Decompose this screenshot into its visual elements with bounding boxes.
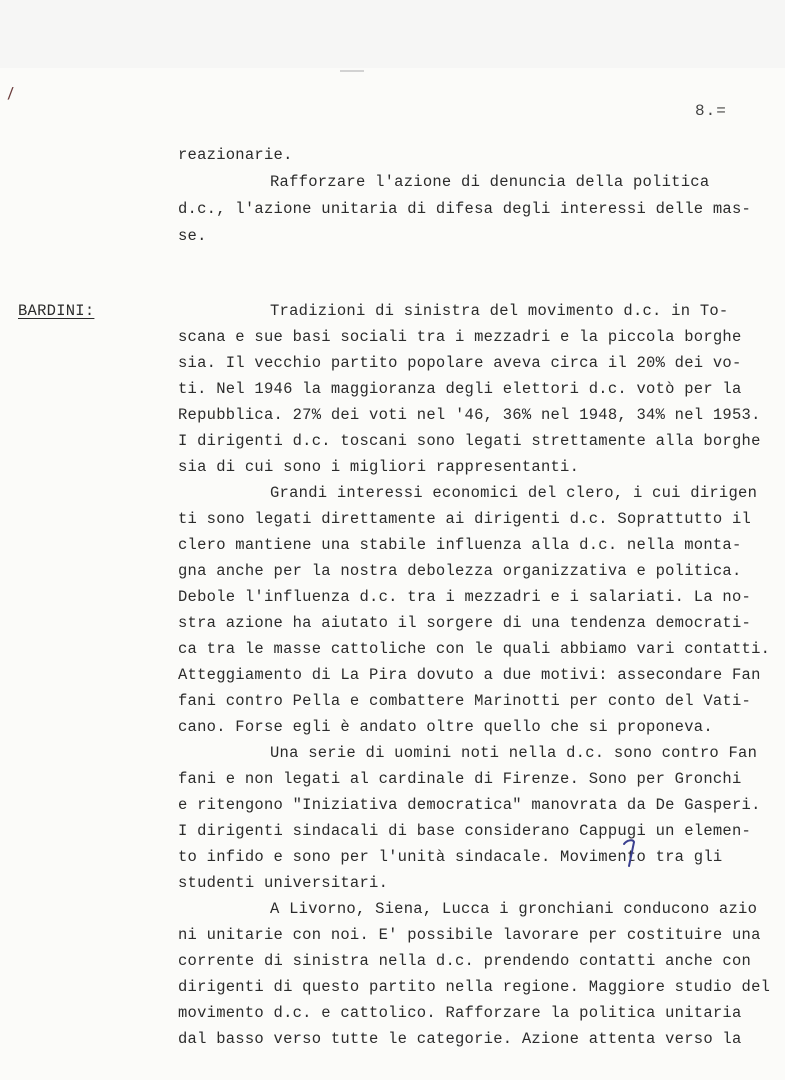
text-line-17: stra azione ha aiutato il sorgere di una tendenza democrati- — [178, 614, 752, 632]
text-line-28: A Livorno, Siena, Lucca i gronchiani conducono azio — [270, 900, 758, 918]
text-line-15: gna anche per la nostra debolezza organizzativa e politica. — [178, 562, 742, 580]
scan-smudge — [340, 70, 364, 72]
text-line-29: ni unitarie con noi. E' possibile lavorare per costituire una — [178, 926, 761, 944]
page-number: 8.= — [695, 102, 727, 120]
text-line-26: to infido e sono per l'unità sindacale. Movimento tra gli — [178, 848, 723, 866]
text-line-23: fani e non legati al cardinale di Firenze. Sono per Gronchi — [178, 770, 742, 788]
text-line-1: reazionarie. — [178, 146, 293, 164]
text-line-2: Rafforzare l'azione di denuncia della politica — [270, 173, 710, 191]
text-line-3: d.c., l'azione unitaria di difesa degli interessi delle mas- — [178, 200, 752, 218]
text-line-16: Debole l'influenza d.c. tra i mezzadri e i salariati. La no- — [178, 588, 752, 606]
text-line-9: Repubblica. 27% dei voti nel '46, 36% nel 1948, 34% nel 1953. — [178, 406, 761, 424]
speaker-name: BARDINI: — [18, 302, 95, 320]
text-line-13: ti sono legati direttamente ai dirigenti d.c. Soprattutto il — [178, 510, 752, 528]
text-line-4: se. — [178, 227, 207, 245]
corner-pencil-mark: / — [4, 85, 17, 105]
text-line-14: clero mantiene una stabile influenza alla d.c. nella monta- — [178, 536, 742, 554]
text-line-31: dirigenti di questo partito nella regione. Maggiore studio del — [178, 978, 771, 996]
text-line-18: ca tra le masse cattoliche con le quali abbiamo vari contatti. — [178, 640, 771, 658]
text-line-20: fani contro Pella e combattere Marinotti per conto del Vati- — [178, 692, 752, 710]
handwritten-correction-mark — [622, 836, 636, 870]
text-line-24: e ritengono "Iniziativa democratica" manovrata da De Gasperi. — [178, 796, 761, 814]
text-line-5: Tradizioni di sinistra del movimento d.c. in To- — [270, 302, 729, 320]
text-line-27: studenti universitari. — [178, 874, 389, 892]
text-line-19: Atteggiamento di La Pira dovuto a due motivi: assecondare Fan — [178, 666, 761, 684]
text-line-10: I dirigenti d.c. toscani sono legati strettamente alla borghe — [178, 432, 761, 450]
text-line-21: cano. Forse egli è andato oltre quello che si proponeva. — [178, 718, 713, 736]
text-line-8: ti. Nel 1946 la maggioranza degli elettori d.c. votò per la — [178, 380, 742, 398]
text-line-7: sia. Il vecchio partito popolare aveva circa il 20% dei vo- — [178, 354, 742, 372]
text-line-33: dal basso verso tutte le categorie. Azione attenta verso la — [178, 1030, 742, 1048]
text-line-32: movimento d.c. e cattolico. Rafforzare la politica unitaria — [178, 1004, 742, 1022]
text-line-22: Una serie di uomini noti nella d.c. sono contro Fan — [270, 744, 758, 762]
text-line-12: Grandi interessi economici del clero, i cui dirigen — [270, 484, 758, 502]
text-line-30: corrente di sinistra nella d.c. prendendo contatti anche con — [178, 952, 752, 970]
text-line-6: scana e sue basi sociali tra i mezzadri e la piccola borghe — [178, 328, 742, 346]
scan-top-margin — [0, 0, 785, 69]
text-line-25: I dirigenti sindacali di base considerano Cappugi un elemen- — [178, 822, 752, 840]
text-line-11: sia di cui sono i migliori rappresentanti. — [178, 458, 580, 476]
